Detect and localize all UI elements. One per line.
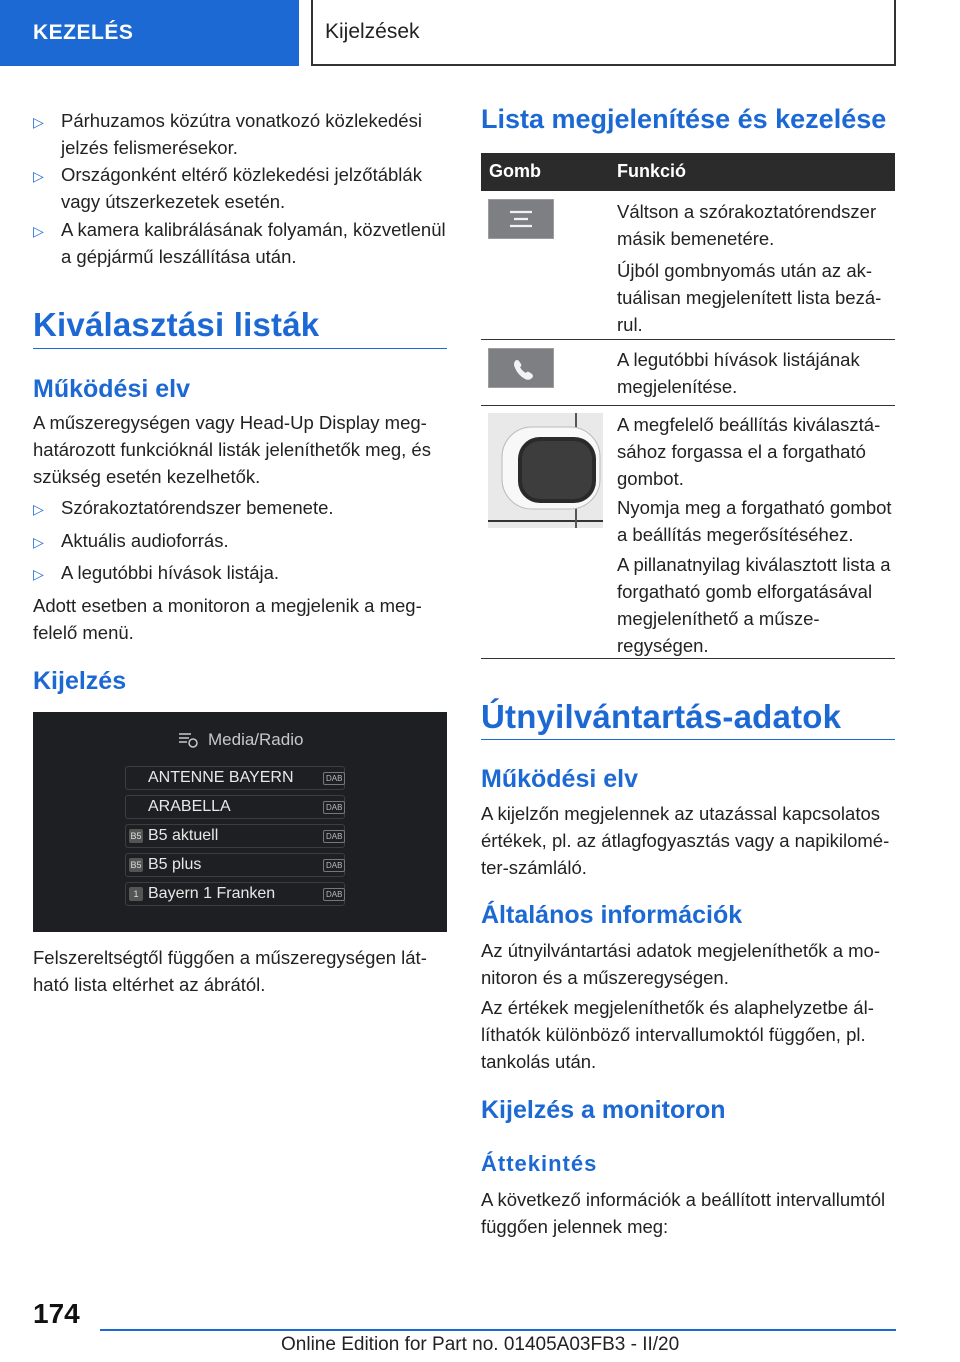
preset-badge: B5 bbox=[130, 860, 142, 870]
phone-icon bbox=[488, 348, 554, 388]
heading-list-handling: Lista megjelenítése és kezelése bbox=[481, 104, 887, 134]
footer-rule bbox=[100, 1329, 896, 1331]
table-cell-text: Újból gombnyomás után az aktuálisan megjelenített lista bezárul. bbox=[617, 260, 882, 335]
general-text: Az értékek megjeleníthetők és alaphelyzetbe állíthatók különböző intervallumoktól függően, pl. tankolás után. bbox=[481, 997, 874, 1072]
rotary-knob-icon bbox=[488, 413, 603, 528]
table-cell-text: A pillanatnyilag kiválasztott lista a forgatható gomb elforgatásával megjeleníthető a műszeregységen. bbox=[617, 554, 891, 656]
screen-title: Media/Radio bbox=[208, 730, 304, 749]
table-row-divider bbox=[481, 405, 895, 406]
triangle-bullet-icon: ▷ bbox=[33, 501, 44, 517]
column-header-function: Funkció bbox=[617, 161, 687, 181]
list-item: ▷ Szórakoztatórendszer bemenete. bbox=[33, 494, 447, 521]
menu-text: Adott esetben a monitoron a megjelenik a megfelelő menü. bbox=[33, 595, 422, 643]
chapter-title: Kijelzések bbox=[325, 20, 420, 43]
preset-badge: B5 bbox=[130, 831, 142, 841]
table-cell-text: Nyomja meg a forgatható gombot a beállítás megerősítéséhez. bbox=[617, 497, 892, 545]
section-title: KEZELÉS bbox=[33, 21, 134, 44]
rotary-knob-image bbox=[488, 413, 603, 528]
table-row-divider bbox=[481, 339, 895, 340]
table-row-divider bbox=[481, 658, 895, 659]
dab-badge: DAB bbox=[323, 801, 345, 814]
overview-text: A következő információk a beállított intervallumtól függően jelennek meg: bbox=[481, 1189, 886, 1237]
heading-rule bbox=[33, 348, 447, 349]
table-cell-text: A legutóbbi hívások listájának megjelenítése. bbox=[617, 349, 860, 397]
heading-trip-data: Útnyilvántartás-adatok bbox=[481, 698, 842, 735]
heading-principle: Működési elv bbox=[481, 765, 638, 793]
heading-selection-lists: Kiválasztási listák bbox=[33, 306, 320, 343]
station-row: ANTENNE BAYERN bbox=[125, 766, 345, 790]
triangle-bullet-icon: ▷ bbox=[33, 223, 44, 239]
list-item: ▷ A kamera kalibrálásának folyamán, közvetlenül a gépjármű leszállítása után. bbox=[33, 219, 446, 267]
chapter-tab bbox=[311, 0, 896, 66]
triangle-bullet-icon: ▷ bbox=[33, 114, 44, 130]
heading-general-info: Általános információk bbox=[481, 901, 743, 929]
preset-badge: 1 bbox=[129, 887, 143, 901]
media-radio-screen bbox=[33, 712, 447, 932]
list-item: ▷ Aktuális audioforrás. bbox=[33, 527, 447, 554]
station-row: B5 B5 aktuell bbox=[125, 824, 345, 848]
table-header bbox=[481, 153, 895, 191]
list-item: ▷ Párhuzamos közútra vonatkozó közlekedési jelzés felismerésekor. bbox=[33, 110, 422, 158]
table-cell-text: Váltson a szórakoztatórendszer másik bemenetére. bbox=[617, 201, 877, 249]
heading-display: Kijelzés bbox=[33, 667, 127, 695]
media-icon bbox=[177, 731, 199, 754]
dab-badge: DAB bbox=[323, 772, 345, 785]
heading-overview: Áttekintés bbox=[481, 1151, 598, 1176]
page-number: 174 bbox=[33, 1298, 80, 1329]
triangle-bullet-icon: ▷ bbox=[33, 168, 44, 184]
screen-caption: Felszereltségtől függően a műszeregységen látható lista eltérhet az ábrától. bbox=[33, 947, 427, 995]
heading-principle: Működési elv bbox=[33, 375, 190, 403]
list-item: ▷ A legutóbbi hívások listája. bbox=[33, 559, 447, 586]
dab-badge: DAB bbox=[323, 859, 345, 872]
general-text: Az útnyilvántartási adatok megjeleníthetők a monitoron és a műszeregységen. bbox=[481, 940, 880, 988]
principle-text: A műszeregységen vagy Head-Up Display meghatározott funkcióknál listák jeleníthetők meg, és szükség esetén kezelhetők. bbox=[33, 412, 431, 487]
section-tab bbox=[0, 0, 299, 66]
heading-rule bbox=[481, 739, 895, 740]
principle-text: A kijelzőn megjelennek az utazással kapcsolatos értékek, pl. az átlagfogyasztás vagy a napikilométer-számláló. bbox=[481, 803, 890, 878]
triangle-bullet-icon: ▷ bbox=[33, 534, 44, 550]
list-icon bbox=[488, 199, 554, 239]
column-header-button: Gomb bbox=[489, 161, 541, 181]
list-button-image bbox=[488, 199, 554, 239]
triangle-bullet-icon: ▷ bbox=[33, 566, 44, 582]
list-item: ▷ Országonként eltérő közlekedési jelzőtáblák vagy útszerkezetek esetén. bbox=[33, 164, 422, 212]
dab-badge: DAB bbox=[323, 830, 345, 843]
edition-text: Online Edition for Part no. 01405A03FB3 - II/20 bbox=[281, 1334, 680, 1355]
table-cell-text: A megfelelő beállítás kiválasztásához forgassa el a forgatható gombot. bbox=[617, 414, 881, 489]
station-row: ARABELLA bbox=[125, 795, 345, 819]
dab-badge: DAB bbox=[323, 888, 345, 901]
heading-monitor-display: Kijelzés a monitoron bbox=[481, 1096, 726, 1124]
phone-button-image bbox=[488, 348, 554, 388]
station-row: 1 Bayern 1 Franken bbox=[125, 882, 345, 906]
station-row: B5 B5 plus bbox=[125, 853, 345, 877]
